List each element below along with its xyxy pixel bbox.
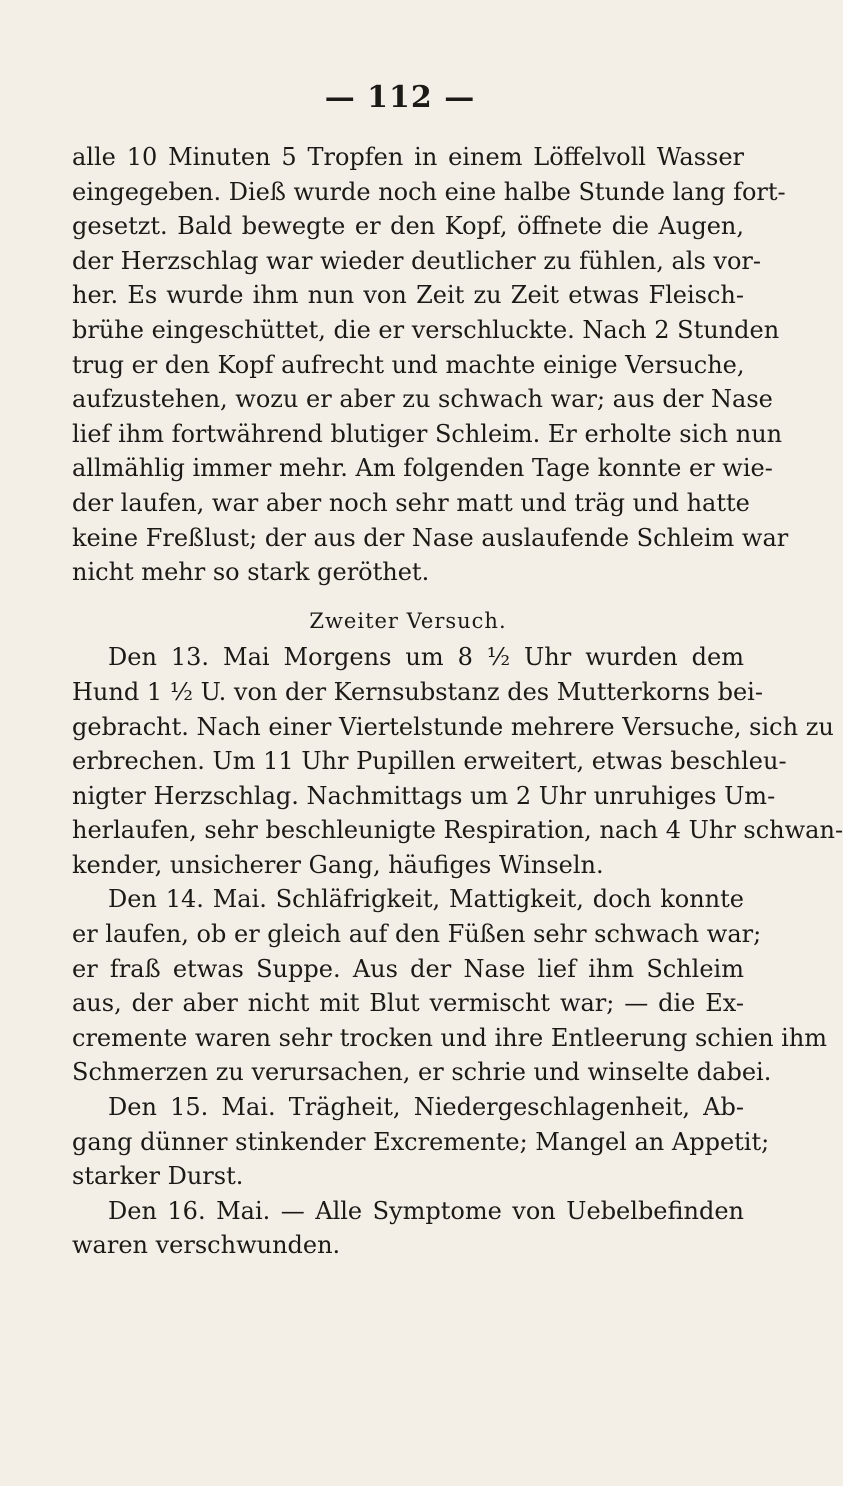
section-heading: Zweiter Versuch. [309,608,507,633]
text-line: aufzustehen, wozu er aber zu schwach war; aus der Nase [72,385,773,414]
text-line: Den 16. Mai. — Alle Symptome von Uebelbefinden [108,1196,744,1225]
text-line: Hund 1 ½ U. von der Kernsubstanz des Mutterkorns bei- [72,677,763,706]
text-line: starker Durst. [72,1162,244,1191]
text-line: gang dünner stinkender Excremente; Mangel an Appetit; [72,1127,770,1156]
text-line: aus, der aber nicht mit Blut vermischt war; — die Ex- [72,989,744,1018]
text-line: Den 15. Mai. Trägheit, Niedergeschlagenheit, Ab- [108,1093,744,1122]
text-line: her. Es wurde ihm nun von Zeit zu Zeit etwas Fleisch- [72,281,744,310]
text-line: trug er den Kopf aufrecht und machte einige Versuche, [72,350,745,379]
text-line: Schmerzen zu verursachen, er schrie und winselte dabei. [72,1058,772,1087]
text-line: allmählig immer mehr. Am folgenden Tage konnte er wie- [72,454,773,483]
text-line: herlaufen, sehr beschleunigte Respiration, nach 4 Uhr schwan- [72,816,843,845]
text-line: nigter Herzschlag. Nachmittags um 2 Uhr unruhiges Um- [72,781,776,810]
text-line: lief ihm fortwährend blutiger Schleim. Er erholte sich nun [72,419,783,448]
body-text [72,140,843,1263]
text-line: kender, unsicherer Gang, häufiges Winseln. [72,850,604,879]
text-line: der Herzschlag war wieder deutlicher zu fühlen, als vor- [72,246,762,275]
text-line: waren verschwunden. [72,1231,341,1260]
text-line: nicht mehr so stark geröthet. [72,558,430,587]
text-line: gesetzt. Bald bewegte er den Kopf, öffnete die Augen, [72,212,744,241]
text-line: der laufen, war aber noch sehr matt und träg und hatte [72,488,750,517]
text-line: erbrechen. Um 11 Uhr Pupillen erweitert, etwas beschleu- [72,747,787,776]
text-line: alle 10 Minuten 5 Tropfen in einem Löffelvoll Wasser [72,143,744,171]
text-line: brühe eingeschüttet, die er verschluckte. Nach 2 Stunden [72,315,780,344]
text-line: eingegeben. Dieß wurde noch eine halbe Stunde lang fort- [72,177,786,206]
text-line: keine Freßlust; der aus der Nase auslaufende Schleim war [72,523,789,552]
text-line: Den 14. Mai. Schläfrigkeit, Mattigkeit, doch konnte [108,885,744,914]
text-line: cremente waren sehr trocken und ihre Entleerung schien ihm [72,1023,828,1052]
text-line: gebracht. Nach einer Viertelstunde mehrere Versuche, sich zu [72,712,834,741]
text-line: er laufen, ob er gleich auf den Füßen sehr schwach war; [72,920,762,949]
text-line: er fraß etwas Suppe. Aus der Nase lief ihm Schleim [72,954,744,983]
page-number: — 112 — [324,80,476,115]
text-line: Den 13. Mai Morgens um 8 ½ Uhr wurden dem [108,643,744,672]
